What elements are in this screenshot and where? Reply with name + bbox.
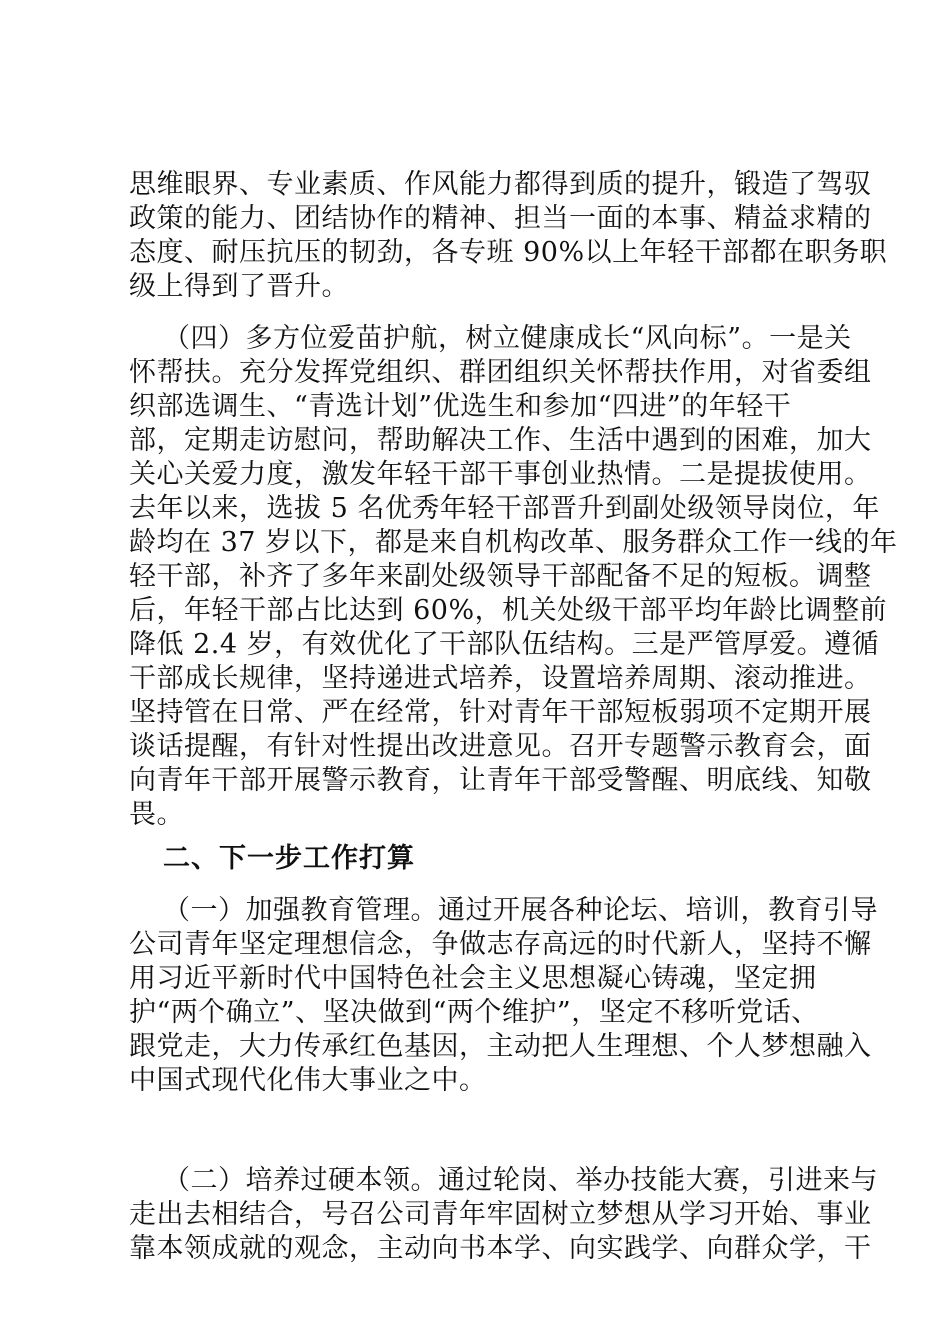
text-line: 降低 2.4 岁，有效优化了干部队伍结构。三是严管厚爱。遵循 xyxy=(129,629,880,660)
text-line: 畏。 xyxy=(129,799,184,830)
text-line: 轻干部，补齐了多年来副处级领导干部配备不足的短板。调整 xyxy=(129,561,872,592)
text-line: 干部成长规律，坚持递进式培养，设置培养周期、滚动推进。 xyxy=(129,663,872,694)
text-line: 怀帮扶。充分发挥党组织、群团组织关怀帮扶作用，对省委组 xyxy=(129,357,872,388)
text-line: 向青年干部开展警示教育，让青年干部受警醒、明底线、知敬 xyxy=(129,765,872,796)
text-line: 级上得到了晋升。 xyxy=(129,271,349,302)
text-line: 中国式现代化伟大事业之中。 xyxy=(129,1065,487,1096)
text-line: 关心关爱力度，激发年轻干部干事创业热情。二是提拔使用。 xyxy=(129,459,872,490)
text-line: 去年以来，选拔 5 名优秀年轻干部晋升到副处级领导岗位，年 xyxy=(129,493,880,524)
text-line: 后，年轻干部占比达到 60%，机关处级干部平均年龄比调整前 xyxy=(129,595,888,626)
text-line: （四）多方位爱苗护航，树立健康成长“风向标”。一是关 xyxy=(163,323,852,354)
text-line: 政策的能力、团结协作的精神、担当一面的本事、精益求精的 xyxy=(129,203,872,234)
text-line: 坚持管在日常、严在经常，针对青年干部短板弱项不定期开展 xyxy=(129,697,872,728)
text-line: 龄均在 37 岁以下，都是来自机构改革、服务群众工作一线的年 xyxy=(129,527,898,558)
text-line: 走出去相结合，号召公司青年牢固树立梦想从学习开始、事业 xyxy=(129,1199,872,1230)
text-line: 织部选调生、“青选计划”优选生和参加“四进”的年轻干 xyxy=(129,391,792,422)
text-line: 护“两个确立”、坚决做到“两个维护”，坚定不移听党话、 xyxy=(129,997,819,1028)
text-line: 用习近平新时代中国特色社会主义思想凝心铸魂，坚定拥 xyxy=(129,963,817,994)
text-line: （二）培养过硬本领。通过轮岗、举办技能大赛，引进来与 xyxy=(163,1165,878,1196)
section-heading: 二、下一步工作打算 xyxy=(163,843,415,874)
text-line: 谈话提醒，有针对性提出改进意见。召开专题警示教育会，面 xyxy=(129,731,872,762)
text-line: （一）加强教育管理。通过开展各种论坛、培训，教育引导 xyxy=(163,895,878,926)
text-line: 公司青年坚定理想信念，争做志存高远的时代新人，坚持不懈 xyxy=(129,929,872,960)
text-line: 思维眼界、专业素质、作风能力都得到质的提升，锻造了驾驭 xyxy=(129,169,872,200)
text-line: 部，定期走访慰问，帮助解决工作、生活中遇到的困难，加大 xyxy=(129,425,872,456)
text-line: 态度、耐压抗压的韧劲，各专班 90%以上年轻干部都在职务职 xyxy=(129,237,888,268)
text-line: 靠本领成就的观念，主动向书本学、向实践学、向群众学，干 xyxy=(129,1233,872,1264)
text-line: 跟党走，大力传承红色基因，主动把人生理想、个人梦想融入 xyxy=(129,1031,872,1062)
